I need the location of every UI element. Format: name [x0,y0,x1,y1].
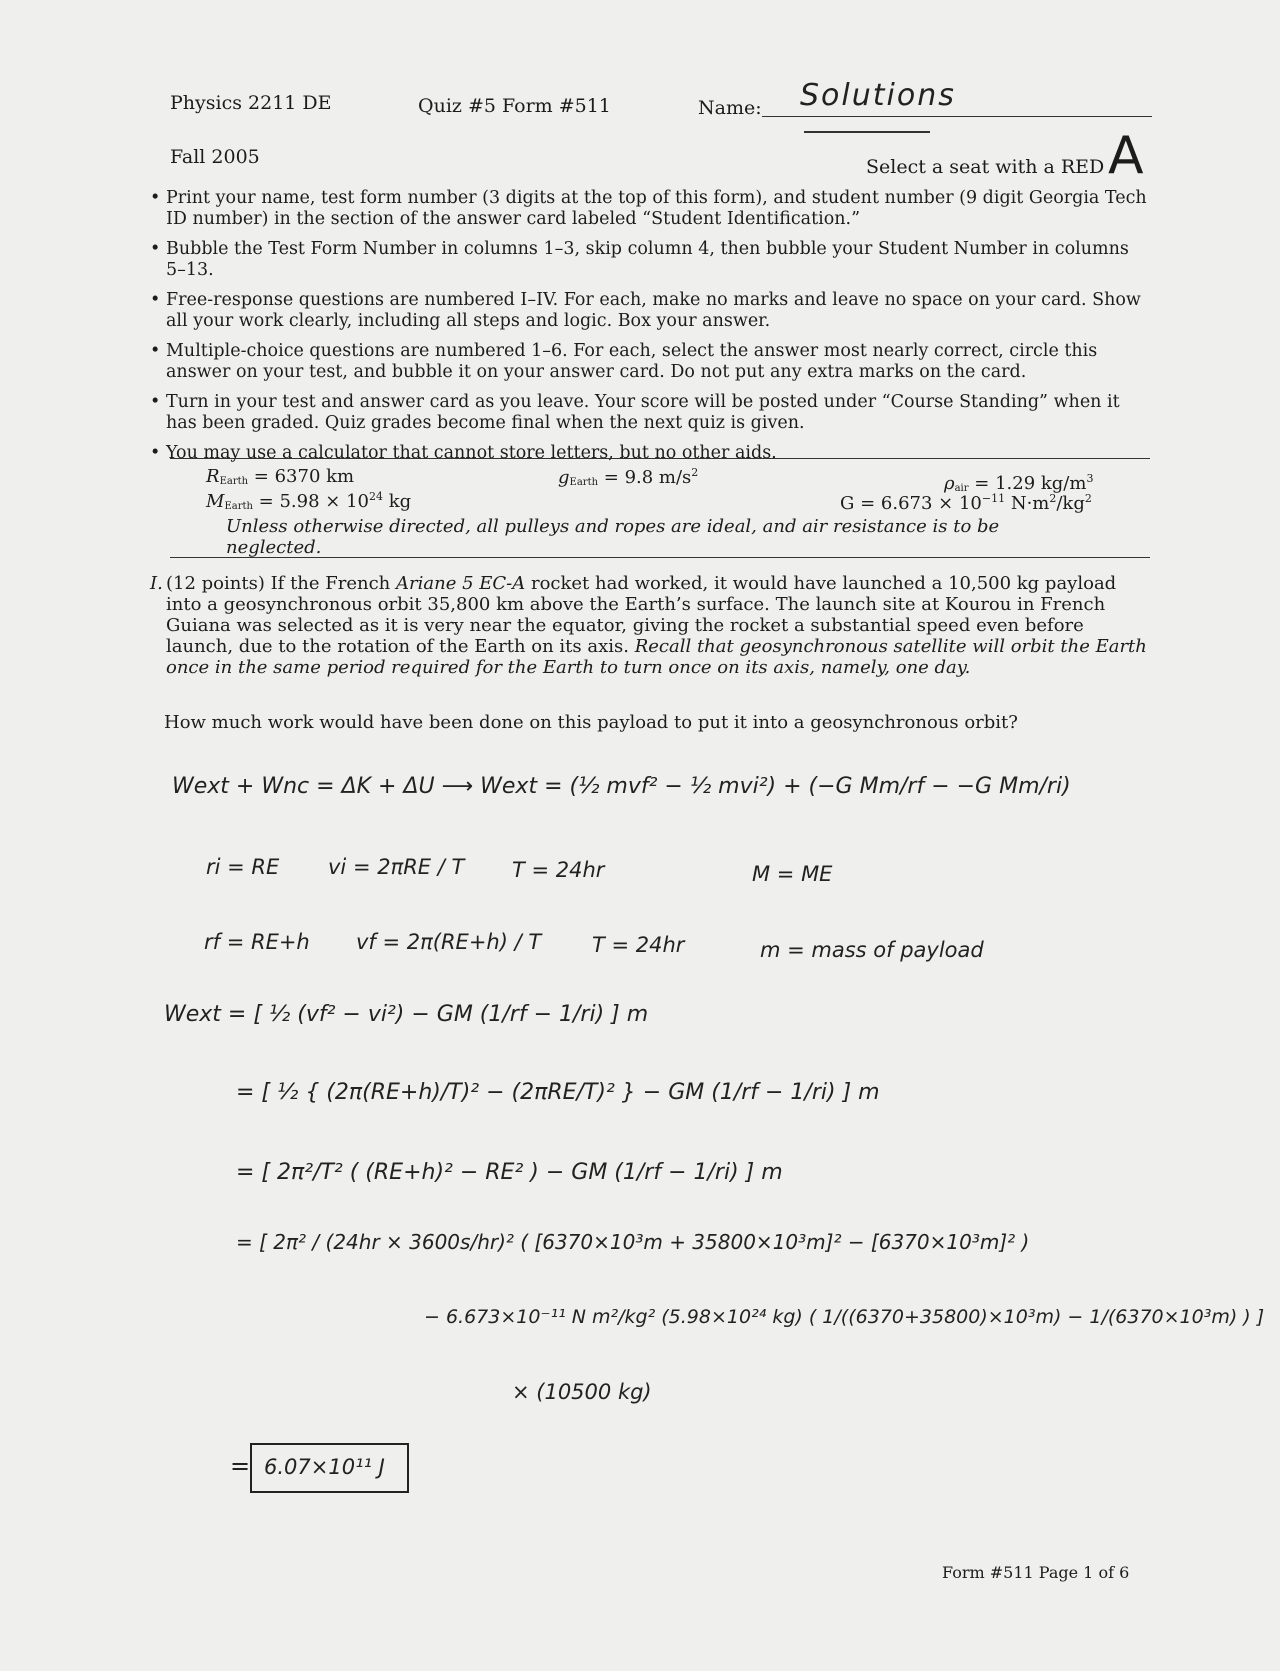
instructions-list [150,188,1150,473]
bullet-icon: • [150,341,161,361]
solution-ri: ri = RE [206,855,280,879]
solution-vi: vi = 2πRE / T [328,855,465,879]
air-density: $\rho_{air} = 1.29$ $kg/m^3$ [944,472,1094,494]
constants-note: Unless otherwise directed, all pulleys and ropes are ideal, and air resistance is to be neglected. [226,516,1000,558]
course-title: Physics 2211 DE [170,92,332,114]
constants-bottom-rule [170,557,1150,558]
instruction-item: • Turn in your test and answer card as you leave. Your score will be posted under “Course Standing” when it has been graded. Quiz grades become final when the next quiz is given. [150,392,1120,433]
name-underline [804,131,930,133]
solution-line-9: × (10500 kg) [512,1380,652,1404]
solution-big-mass: M = ME [752,862,833,886]
name-label: Name: [698,97,762,119]
answer-value: 6.07×10¹¹ J [264,1455,385,1479]
instruction-item: • Free-response questions are numbered I–IV. For each, make no marks and leave no space on your card. Show all your work clearly, including all steps and logic. Box your answer. [150,290,1141,331]
solution-line-7: = [ 2π² / (24hr × 3600s/hr)² ( [6370×10³m + 35800×10³m]² − [6370×10³m]² ) [236,1230,1030,1254]
solution-vf: vf = 2π(RE+h) / T [356,930,542,954]
solution-rf: rf = RE+h [204,930,310,954]
instruction-item: • Multiple-choice questions are numbered 1–6. For each, select the answer most nearly correct, circle this answer on your test, and bubble it on your answer card. Do not put any extra marks on the card. [150,341,1098,382]
bullet-icon: • [150,290,161,310]
earth-mass: $M_{Earth} = 5.98 \times 10^{24}$ kg [206,490,412,512]
instruction-item: • You may use a calculator that cannot store letters, but no other aids. [150,443,777,463]
problem-statement [150,573,1150,678]
solution-small-mass: m = mass of payload [760,938,984,962]
seat-instruction: Select a seat with a RED [866,156,1105,178]
solution-line-4: Wext = [ ½ (vf² − vi²) − GM (1/rf − 1/ri) ] m [164,1002,649,1027]
name-line [762,116,1152,117]
instruction-item: • Bubble the Test Form Number in columns 1–3, skip column 4, then bubble your Student Number in columns 5–13. [150,239,1129,280]
page-footer: Form #511 Page 1 of 6 [942,1563,1130,1582]
solution-period-1: T = 24hr [512,858,605,882]
problem-question: How much work would have been done on this payload to put it into a geosynchronous orbit? [164,712,1018,733]
solution-line-1: Wext + Wnc = ΔK + ΔU ⟶ Wext = (½ mvf² − ½ mvi²) + (−G Mm/rf − −G Mm/ri) [172,774,1071,799]
solution-line-6: = [ 2π²/T² ( (RE+h)² − RE² ) − GM (1/rf − 1/ri) ] m [236,1160,783,1185]
solution-line-5: = [ ½ { (2π(RE+h)/T)² − (2πRE/T)² } − GM (1/rf − 1/ri) ] m [236,1080,880,1105]
instruction-item: • Print your name, test form number (3 digits at the top of this form), and student number (9 digit Georgia Tech ID number) in the section of the answer card labeled “Student Identification.” [150,188,1147,229]
answer-box [250,1443,409,1493]
earth-radius: $R_{Earth} = 6370$ km [206,466,355,487]
answer-equals: = [230,1452,251,1480]
earth-gravity: $g_{Earth} = 9.8$ $m/s^2$ [558,466,699,488]
bullet-icon: • [150,239,161,259]
problem-text: (12 points) If the French Ariane 5 EC-A rocket had worked, it would have launched a 10,500 kg payload into a geosynchronous orbit 35,800 km above the Earth’s surface. The launch site at Kourou in French Guiana was selected as it is very near the equator, giving the rocket a substantial speed even before launch, due to the rotation of the Earth on its axis. Recall that geosynchronous satellite will orbit the Earth once in the same period required for the Earth to turn once on its axis, namely, one day. [166,573,1147,678]
problem-number: I. [150,573,163,594]
bullet-icon: • [150,392,161,412]
name-handwritten: Solutions [800,78,956,113]
gravitational-constant: $G = 6.673 \times 10^{-11}$ $N\cdot m^2/kg^2$ [840,492,1092,514]
solution-period-2: T = 24hr [592,933,685,957]
term: Fall 2005 [170,146,260,168]
constants-top-rule [170,458,1150,459]
quiz-form: Quiz #5 Form #511 [418,95,611,117]
bullet-icon: • [150,188,161,208]
bullet-icon: • [150,443,161,463]
constants-block [206,466,1096,558]
seat-letter: A [1108,126,1144,186]
solution-line-8: − 6.673×10⁻¹¹ N m²/kg² (5.98×10²⁴ kg) ( 1/((6370+35800)×10³m) − 1/(6370×10³m) ) ] [424,1306,1265,1328]
